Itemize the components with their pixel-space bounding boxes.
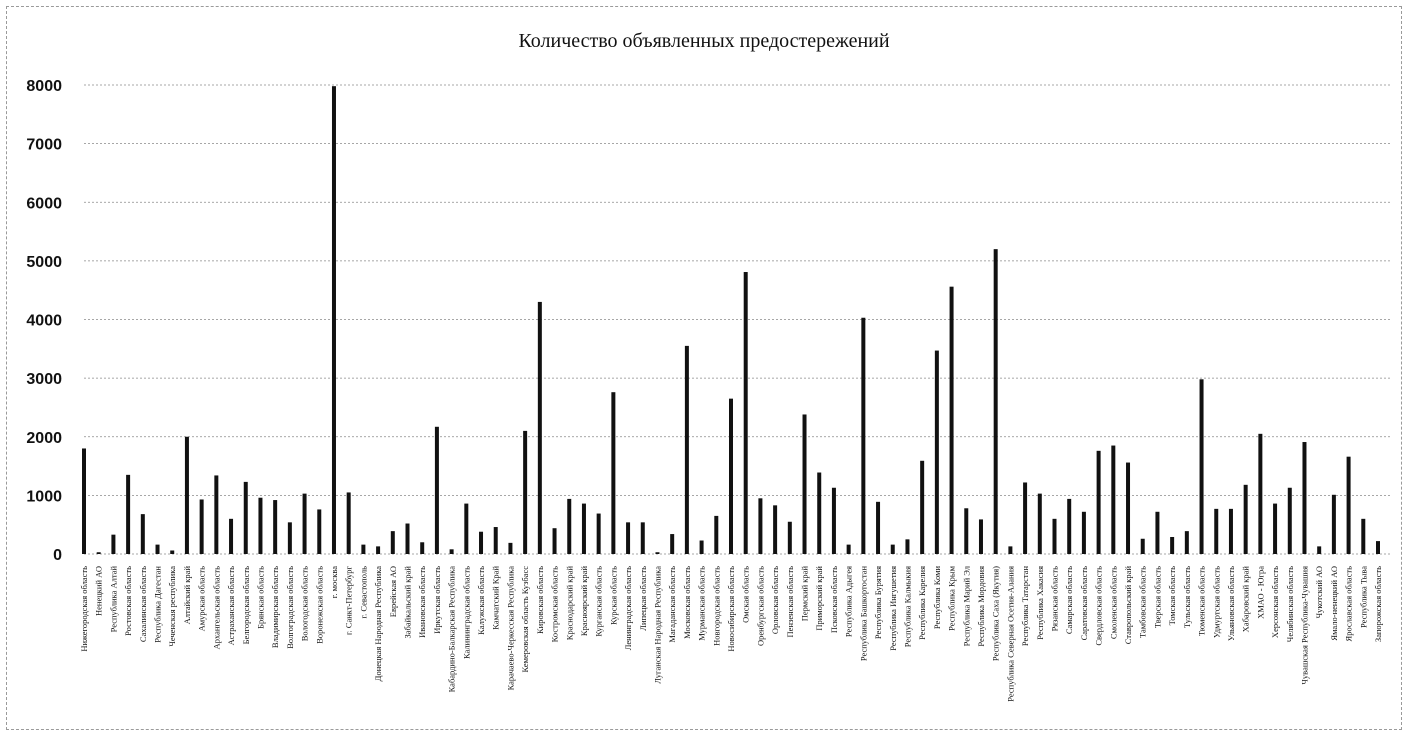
x-tick-label: Ямало-ненецкий АО (1328, 566, 1339, 641)
bar (1053, 519, 1057, 554)
x-tick-label: Архангельская область (211, 566, 222, 650)
x-tick-label: Кемеровская область Кузбасс (520, 566, 531, 673)
x-tick-label: Самарская область (1064, 566, 1075, 635)
x-tick-label: Республика Калмыкия (902, 566, 913, 648)
x-tick-label: Иркутская область (431, 566, 442, 634)
bar (1008, 546, 1012, 554)
bar (979, 519, 983, 554)
bar (597, 514, 601, 554)
x-tick-label: Липецкая область (637, 566, 648, 631)
bar (479, 532, 483, 554)
x-tick-label: Республика Адыгея (843, 566, 854, 638)
bar (244, 482, 248, 554)
x-tick-label: Челябинская область (1284, 566, 1295, 643)
bar (964, 508, 968, 554)
x-tick-label: Калининградская область (461, 566, 472, 659)
bar (156, 545, 160, 554)
x-tick-label: Ярославская область (1343, 566, 1354, 642)
bar (1302, 442, 1306, 554)
x-tick-label: Тюменская область (1196, 566, 1207, 637)
x-tick-label: Республика Татарстан (1020, 566, 1031, 647)
bar (935, 351, 939, 554)
y-tick-label: 4000 (26, 312, 62, 330)
x-tick-label: Томская область (1167, 566, 1178, 626)
bar (494, 527, 498, 554)
bar (994, 249, 998, 554)
y-tick-label: 2000 (26, 429, 62, 447)
bar (553, 528, 557, 554)
bar (817, 473, 821, 554)
x-tick-label: Алтайский край (181, 566, 192, 625)
bar (317, 509, 321, 554)
bar (832, 488, 836, 554)
bar (1244, 485, 1248, 554)
x-tick-label: Красноярский край (578, 566, 589, 637)
x-tick-label: Республика Алтай (108, 566, 119, 633)
bar (273, 500, 277, 554)
bar (861, 318, 865, 554)
x-tick-label: Республика Тыва (1358, 566, 1369, 629)
bar (1097, 451, 1101, 554)
x-tick-label: Вологодская область (299, 566, 310, 642)
bar (126, 475, 130, 554)
bar (905, 539, 909, 554)
bar (714, 516, 718, 554)
x-tick-label: Республика Северная Осетия-Алания (1005, 566, 1016, 702)
x-tick-label: Республика Коми (931, 566, 942, 630)
bar (420, 542, 424, 554)
x-tick-label: Республика Ингушетия (887, 566, 898, 651)
x-tick-label: Республика Бурятия (873, 566, 884, 640)
x-tick-label: Ульяновская область (1225, 566, 1236, 642)
bar (1082, 512, 1086, 554)
bar (141, 514, 145, 554)
x-tick-label: Республика Мордовия (975, 566, 986, 647)
bar (891, 545, 895, 554)
bar (641, 522, 645, 554)
y-tick-label: 7000 (26, 136, 62, 154)
bar (508, 543, 512, 554)
x-tick-label: Пензенская область (784, 566, 795, 638)
bar (1126, 463, 1130, 554)
bar (538, 302, 542, 554)
x-tick-label: Карачаево-Черкесская Республика (505, 566, 516, 691)
x-tick-label: Кировская область (534, 566, 545, 635)
bar (376, 546, 380, 554)
bar (758, 498, 762, 554)
bar (950, 287, 954, 554)
x-tick-label: Нижегородская область (79, 566, 89, 652)
bar (1376, 541, 1380, 554)
x-axis-ticks (79, 565, 1383, 701)
x-tick-label: Белгородская область (240, 566, 251, 645)
bar (185, 437, 189, 554)
bar (1170, 537, 1174, 554)
bar (332, 86, 336, 554)
x-tick-label: Ивановская область (417, 566, 428, 638)
x-tick-label: Краснодарский край (564, 566, 575, 641)
x-tick-label: Тамбовская область (1137, 566, 1148, 638)
bar (1155, 512, 1159, 554)
x-tick-label: Пермский край (799, 566, 810, 622)
bar (82, 448, 86, 554)
x-tick-label: Чувашская Республика-Чувашия (1299, 566, 1310, 685)
bar (1273, 504, 1277, 554)
x-tick-label: Брянская область (255, 566, 266, 629)
x-tick-label: Ростовская область (123, 566, 134, 636)
bar (391, 531, 395, 554)
x-tick-label: Херсонская область (1270, 566, 1281, 639)
x-tick-label: Рязанская область (1049, 566, 1060, 632)
bar (729, 399, 733, 554)
x-tick-label: Луганская Народная Республика (652, 566, 663, 684)
bar (1200, 379, 1204, 554)
x-tick-label: Ленинградская область (623, 566, 634, 651)
x-tick-label: Ненецкий АО (93, 566, 104, 616)
bar (744, 272, 748, 554)
x-tick-label: Республика Дагестан (152, 566, 163, 643)
bar (803, 414, 807, 554)
x-tick-label: Свердловская область (1093, 566, 1104, 646)
x-tick-label: Ставропольский край (1123, 566, 1134, 645)
y-tick-label: 5000 (26, 253, 62, 271)
x-tick-label: Московская область (681, 566, 692, 639)
x-tick-label: Смоленская область (1108, 566, 1119, 640)
y-axis-ticks (26, 78, 62, 564)
x-tick-label: Саратовская область (1078, 566, 1089, 641)
bar (920, 461, 924, 554)
x-tick-label: Республика Саха (Якутия) (990, 566, 1001, 662)
x-tick-label: Республика Хакасия (1034, 566, 1045, 640)
y-tick-label: 6000 (26, 195, 62, 213)
x-tick-label: Хабаровский край (1240, 566, 1251, 633)
bar (288, 522, 292, 554)
bar (523, 431, 527, 554)
bar (1141, 539, 1145, 554)
x-tick-label: Владимирская область (270, 566, 281, 649)
x-tick-label: Республика Башкортостан (858, 566, 869, 662)
x-tick-label: Костромская область (549, 566, 560, 643)
bar (1317, 546, 1321, 554)
bar (229, 519, 233, 554)
bar (655, 552, 659, 554)
bar (1038, 494, 1042, 554)
x-tick-label: Запорожская область (1373, 566, 1383, 643)
bar (876, 502, 880, 554)
x-tick-label: Амурская область (196, 566, 207, 632)
x-tick-label: Тульская область (1181, 566, 1192, 629)
x-tick-label: Оренбургская область (755, 566, 766, 647)
bar (773, 505, 777, 554)
bar (97, 552, 101, 554)
x-tick-label: Астраханская область (226, 566, 237, 646)
bar (435, 427, 439, 554)
bar (1258, 434, 1262, 554)
bar (361, 545, 365, 554)
x-tick-label: Магаданская область (667, 566, 678, 643)
bar (1111, 446, 1115, 554)
bar (847, 545, 851, 554)
bar (700, 541, 704, 554)
bar (170, 550, 174, 554)
bar (1185, 531, 1189, 554)
bar (626, 522, 630, 554)
bar (111, 535, 115, 554)
x-tick-label: ХМАО - Югра (1255, 566, 1266, 619)
bar (1229, 509, 1233, 554)
bar (1023, 482, 1027, 554)
bar (450, 549, 454, 554)
x-tick-label: Кабардино-Балкарская Республика (446, 566, 457, 693)
x-tick-label: Омская область (740, 566, 751, 623)
y-tick-label: 0 (53, 547, 62, 564)
bar (200, 499, 204, 554)
bars (82, 86, 1380, 554)
bar (582, 504, 586, 554)
bar (258, 498, 262, 554)
bar (406, 524, 410, 554)
x-tick-label: Новгородская область (711, 566, 722, 646)
x-tick-label: Камчатский Край (490, 566, 501, 630)
x-tick-label: Сахалинская область (137, 566, 148, 643)
bar (670, 534, 674, 554)
x-tick-label: Курганская область (593, 566, 604, 637)
bar (685, 346, 689, 554)
x-tick-label: Волгоградская область (284, 566, 295, 649)
y-tick-label: 1000 (26, 488, 62, 506)
x-tick-label: г. Санкт-Петербург (343, 566, 354, 635)
y-tick-label: 8000 (26, 78, 62, 95)
bar (347, 492, 351, 554)
bar (1067, 499, 1071, 554)
x-tick-label: Донецкая Народная Республика (373, 566, 384, 682)
x-tick-label: Чеченская республика (167, 566, 178, 647)
x-tick-label: г. москва (328, 566, 339, 599)
x-tick-label: Новосибирская область (726, 566, 736, 652)
chart-title: Количество объявленных предостережений (518, 30, 890, 52)
x-tick-label: Удмуртская область (1211, 566, 1222, 639)
bar (611, 392, 615, 554)
bar (214, 475, 218, 554)
x-tick-label: Республика Марий Эл (961, 566, 972, 647)
x-tick-label: Республика Карелия (917, 566, 928, 640)
x-tick-label: Калужская область (476, 566, 487, 635)
bar (1361, 519, 1365, 554)
x-tick-label: Мурманская область (696, 566, 707, 641)
x-tick-label: Тверская область (1152, 566, 1163, 629)
x-tick-label: Чукотский АО (1314, 566, 1325, 619)
y-tick-label: 3000 (26, 371, 62, 389)
x-tick-label: Курская область (608, 566, 619, 625)
x-tick-label: Забайкальский край (402, 566, 413, 639)
x-tick-label: Псковская область (828, 566, 839, 634)
x-tick-label: Орловская область (770, 566, 781, 635)
bar (1288, 488, 1292, 554)
x-tick-label: Приморский край (814, 566, 825, 631)
bar (1214, 509, 1218, 554)
bar (788, 522, 792, 554)
x-tick-label: Воронежская область (314, 566, 325, 644)
bar (1332, 495, 1336, 554)
gridlines (84, 85, 1390, 554)
x-tick-label: Республика Крым (946, 566, 957, 631)
bar (464, 504, 468, 554)
bar (567, 499, 571, 554)
bar (1347, 457, 1351, 554)
x-tick-label: г. Севастополь (358, 566, 369, 619)
x-tick-label: Еврейская АО (387, 566, 398, 618)
bar (303, 494, 307, 554)
